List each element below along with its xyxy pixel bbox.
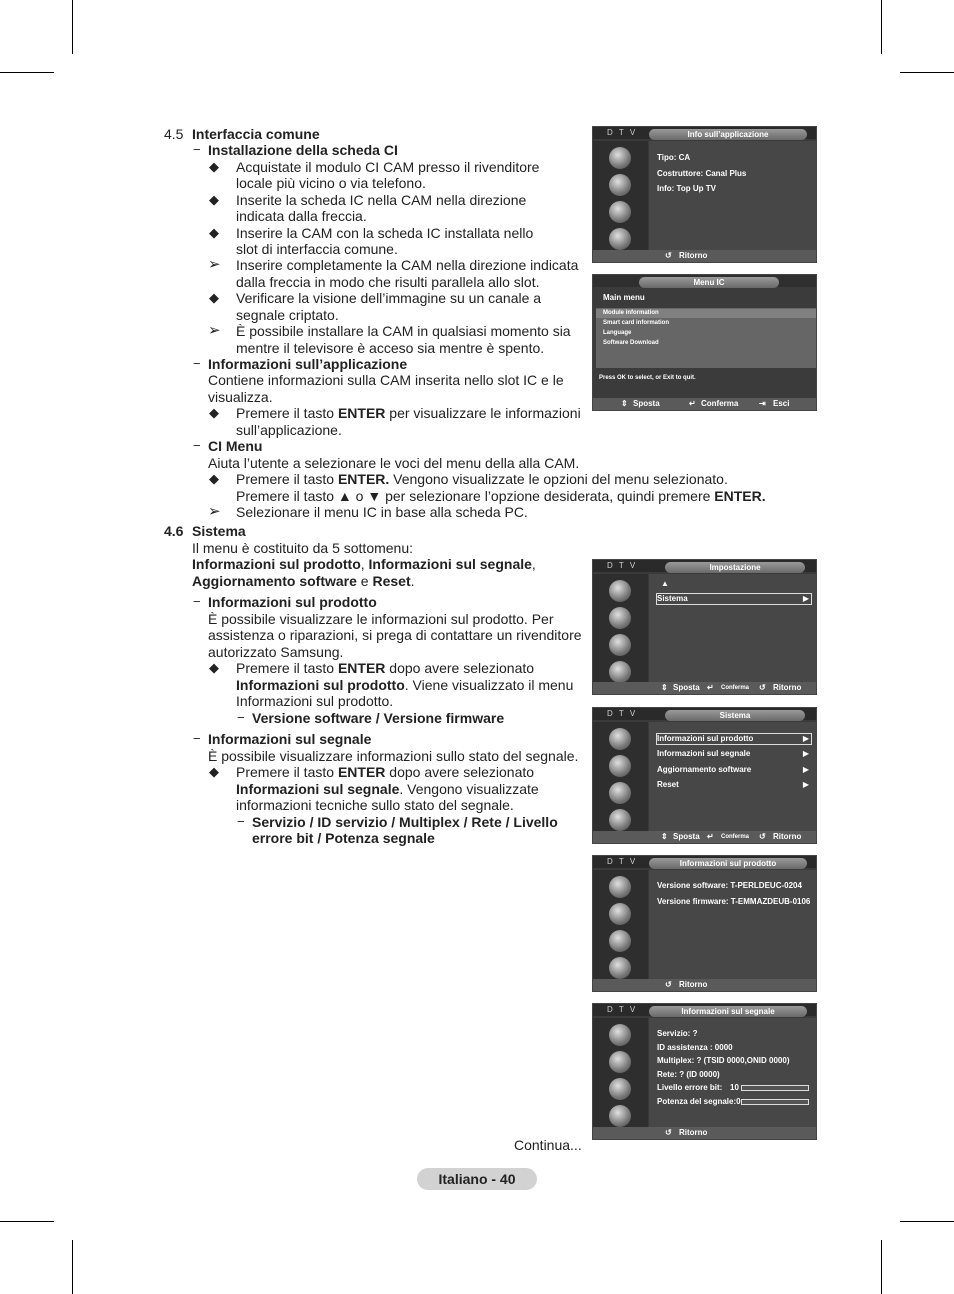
osd-line: Multiplex: ? (TSID 0000,ONID 0000) [657,1056,790,1065]
osd-title: Info sull’applicazione [649,129,807,140]
exit-icon: ⇥ [759,399,766,408]
bullet-text: Premere il tasto ENTER. Vengono visualizzate le opzioni del menu selezionato. [236,471,728,487]
osd-bottom-bar [593,979,816,991]
paragraph: Aggiornamento software e Reset. [192,573,415,589]
setup-menu-icon [609,957,631,979]
osd-line: Info: Top Up TV [657,184,716,193]
bullet-text: Informazioni sul prodotto. [236,693,394,709]
osd-bottom-bar [593,250,816,262]
osd-sidebar [593,1018,648,1129]
bit-error-value: 10 [730,1083,739,1092]
dtv-label: D T V [607,561,638,570]
note-text: Inserire completamente la CAM nella direzione indicata [236,257,579,273]
setup-menu-icon [609,228,631,250]
sub-item: errore bit / Potenza segnale [252,830,435,846]
note-text: Selezionare il menu IC in base alla scheda PC. [236,504,528,520]
ci-hint: Press OK to select, or Exit to quit. [599,375,696,381]
diamond-icon: ◆ [209,405,219,420]
subsection-title: Installazione della scheda CI [208,142,398,158]
menu-item-signal-info[interactable]: Informazioni sul segnale [657,749,751,758]
paragraph: È possibile visualizzare informazioni sullo stato del segnale. [208,748,579,764]
bullet-text: Premere il tasto ENTER per visualizzare le informazioni [236,405,581,421]
diamond-icon: ◆ [209,660,219,675]
bullet-text: sull’applicazione. [236,422,342,438]
paragraph: Contiene informazioni sulla CAM inserita nello slot IC e le [208,372,564,388]
dash-marker: − [193,142,201,157]
dash-marker: − [237,814,245,829]
subsection-title: Informazioni sul prodotto [208,594,377,610]
paragraph: visualizza. [208,389,273,405]
move-label: Sposta [673,832,700,841]
osd-title: Informazioni sul prodotto [649,858,807,869]
menu-item-reset[interactable]: Reset [657,780,679,789]
right-arrow-icon: ▶ [802,765,809,774]
dash-marker: − [193,594,201,609]
channel-menu-icon [609,782,631,804]
paragraph: assistenza o riparazioni, si prega di contattare un rivenditore [208,627,582,643]
paragraph: Aiuta l’utente a selezionare le voci del menu della alla CAM. [208,455,580,471]
continue-text: Continua... [514,1137,582,1153]
sub-item: Servizio / ID servizio / Multiplex / Rete / Livello [252,814,558,830]
return-icon: ↺ [665,251,672,260]
bit-error-bar [741,1085,809,1091]
osd-line: Rete: ? (ID 0000) [657,1070,720,1079]
picture-menu-icon [609,580,631,602]
osd-title: Informazioni sul segnale [649,1006,807,1017]
osd-screen-product-info [592,855,817,992]
confirm-label: Conferma [721,834,750,840]
setup-menu-icon [609,661,631,683]
enter-icon: ↵ [707,832,714,841]
osd-title: Impostazione [665,562,805,573]
sound-menu-icon [609,174,631,196]
paragraph: Il menu è costituito da 5 sottomenu: [192,540,414,556]
section-number: 4.5 [164,126,184,142]
dtv-label: D T V [607,857,638,866]
section-number: 4.6 [164,523,184,539]
move-label: Sposta [633,399,660,408]
menu-item-software-update[interactable]: Aggiornamento software [657,765,752,774]
dtv-label: D T V [607,128,638,137]
osd-screen-setup [592,559,817,695]
picture-menu-icon [609,876,631,898]
note-arrow-icon: ➢ [208,322,221,339]
osd-line: Servizio: ? [657,1029,698,1038]
ci-main-menu-label: Main menu [603,293,645,302]
subsection-title: Informazioni sul segnale [208,731,372,747]
channel-menu-icon [609,930,631,952]
bullet-text: indicata dalla freccia. [236,208,367,224]
return-label: Ritorno [679,251,708,260]
osd-bottom-bar [593,1127,816,1139]
return-label: Ritorno [679,1128,708,1137]
setup-menu-icon [609,1105,631,1127]
move-icon: ⇕ [661,832,668,841]
section-title: Sistema [192,523,246,539]
channel-menu-icon [609,1078,631,1100]
bullet-text: locale più vicino o via telefono. [236,175,426,191]
right-arrow-icon: ▶ [802,749,809,758]
picture-menu-icon [609,1024,631,1046]
dash-marker: − [193,356,201,371]
menu-item-product-info[interactable]: Informazioni sul prodotto [657,734,754,743]
osd-bottom-bar [593,831,816,843]
subsection-title: Informazioni sull’applicazione [208,356,408,372]
sound-menu-icon [609,607,631,629]
right-arrow-icon: ▶ [802,780,809,789]
section-title: Interfaccia comune [192,126,320,142]
osd-title: Sistema [665,710,805,721]
osd-screen-ci-menu [592,274,817,411]
setup-menu-icon [609,809,631,831]
picture-menu-icon [609,728,631,750]
sub-item: Versione software / Versione firmware [252,710,505,726]
picture-menu-icon [609,147,631,169]
bullet-text: Verificare la visione dell’immagine su un canale a [236,290,542,306]
move-icon: ⇕ [661,683,668,692]
note-text: mentre il televisore è acceso sia mentre è spento. [236,340,545,356]
paragraph: autorizzato Samsung. [208,644,344,660]
right-arrow-icon: ▶ [802,734,809,743]
right-arrow-icon: ▶ [802,594,809,603]
channel-menu-icon [609,201,631,223]
channel-menu-icon [609,634,631,656]
dash-marker: − [193,438,201,453]
sound-menu-icon [609,755,631,777]
dtv-label: D T V [607,709,638,718]
ci-item[interactable]: Module information [603,310,659,316]
ci-item[interactable]: Smart card information [603,320,670,326]
ci-item[interactable]: Language [603,330,632,336]
move-label: Sposta [673,683,700,692]
osd-title: Menu IC [639,277,779,288]
osd-bottom-bar [593,398,816,410]
dtv-label: D T V [607,1005,638,1014]
osd-screen-system [592,707,817,844]
osd-sidebar [593,870,648,981]
diamond-icon: ◆ [209,192,219,207]
osd-line: Costruttore: Canal Plus [657,169,747,178]
osd-line: Potenza del segnale:0 [657,1097,741,1106]
return-icon: ↺ [665,1128,672,1137]
enter-icon: ↵ [707,683,714,692]
osd-sidebar [593,574,648,684]
paragraph: È possibile visualizzare le informazioni sul prodotto. Per [208,611,554,627]
osd-sidebar [593,141,648,252]
note-arrow-icon: ➢ [208,256,221,273]
return-icon: ↺ [759,832,766,841]
bullet-text: Premere il tasto ENTER dopo avere selezionato [236,764,535,780]
sound-menu-icon [609,903,631,925]
osd-screen-app-info [592,126,817,263]
up-arrow-icon: ▲ [661,579,669,588]
bullet-text: slot di interfaccia comune. [236,241,398,257]
note-arrow-icon: ➢ [208,503,221,520]
osd-bottom-bar [593,682,816,694]
bullet-text: segnale criptato. [236,307,339,323]
bullet-text: Inserire la CAM con la scheda IC installata nello [236,225,534,241]
subsection-title: CI Menu [208,438,263,454]
osd-sidebar [593,722,648,833]
note-text: dalla freccia in modo che risulti parallela allo slot. [236,274,540,290]
osd-content [649,574,816,684]
dash-marker: − [193,731,201,746]
ci-item[interactable]: Software Download [603,340,659,346]
exit-label: Esci [773,399,790,408]
osd-screen-signal-info [592,1003,817,1140]
osd-line: Versione firmware: T-EMMAZDEUB-0106 [657,897,811,906]
bullet-text: informazioni tecniche sullo stato del segnale. [236,797,514,813]
bullet-text: Premere il tasto ▲ o ▼ per selezionare l’opzione desiderata, quindi premere ENTER. [236,488,766,504]
bullet-text: Informazioni sul segnale. Vengono visualizzate [236,781,539,797]
confirm-label: Conferma [701,399,739,408]
return-label: Ritorno [679,980,708,989]
return-icon: ↺ [759,683,766,692]
bullet-text: Premere il tasto ENTER dopo avere selezionato [236,660,535,676]
bullet-text: Informazioni sul prodotto. Viene visualizzato il menu [236,677,574,693]
sound-menu-icon [609,1051,631,1073]
osd-line: Tipo: CA [657,153,691,162]
osd-line: Livello errore bit: [657,1083,723,1092]
bullet-text: Acquistate il modulo CI CAM presso il rivenditore [236,159,540,175]
bullet-text: Inserite la scheda IC nella CAM nella direzione [236,192,527,208]
menu-item-sistema[interactable]: Sistema [657,594,688,603]
return-label: Ritorno [773,683,802,692]
move-icon: ⇕ [621,399,628,408]
enter-icon: ↵ [689,399,696,408]
osd-line: ID assistenza : 0000 [657,1043,733,1052]
paragraph: Informazioni sul prodotto, Informazioni sul segnale, [192,556,536,572]
return-label: Ritorno [773,832,802,841]
dash-marker: − [237,710,245,725]
return-icon: ↺ [665,980,672,989]
diamond-icon: ◆ [209,159,219,174]
osd-line: Versione software: T-PERLDEUC-0204 [657,881,802,890]
page-number: Italiano - 40 [417,1168,537,1190]
note-text: È possibile installare la CAM in qualsiasi momento sia [236,323,571,339]
diamond-icon: ◆ [209,471,219,486]
diamond-icon: ◆ [209,764,219,779]
confirm-label: Conferma [721,685,750,691]
diamond-icon: ◆ [209,225,219,240]
diamond-icon: ◆ [209,290,219,305]
signal-strength-bar [741,1099,809,1105]
